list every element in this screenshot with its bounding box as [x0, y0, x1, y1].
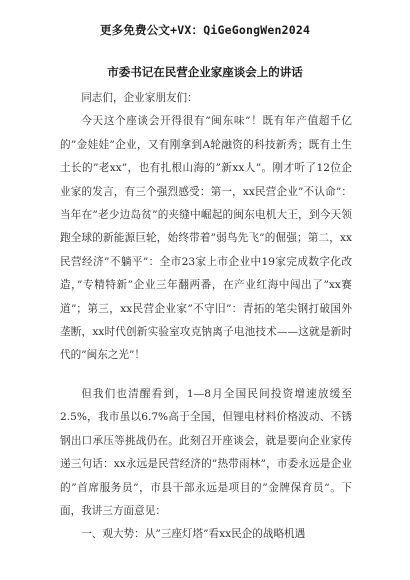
document-title: 市委书记在民营企业家座谈会上的讲话 — [107, 65, 303, 79]
document-body — [60, 87, 352, 547]
salutation: 同志们，企业家朋友们： — [81, 92, 198, 104]
section-heading-one: 一、观大势：从”三座灯塔”看xx民企的战略机遇 — [81, 528, 306, 541]
paragraph-gap — [60, 368, 352, 383]
promo-banner: 更多免费公文+VX：QiGeGongWen2024 — [99, 23, 311, 37]
paragraph-challenges: 但我们也清醒看到，1—8月全国民间投资增速放缓至2.5%，我市虽以6.7%高于全国，但锂电材料价格波动、不锈钢出口承压等挑战仍在。此刻召开座谈会，就是要向企业家传递三句话：xx永远是民营经济的”热带雨林”，市委永远是企业的”首席服务员”，市县干部永远是项目的”金牌保育员”。下面，我讲三方面意见： — [60, 387, 352, 517]
paragraph-opening: 今天这个座谈会开得很有”闽东味”！既有年产值超千亿的”金娃娃”企业，又有刚拿到A轮融资的科技新秀；既有土生土长的”老xx”，也有扎根山海的”新xx人”。刚才听了12位企业家的发言，有三个强烈感受：第一，xx民营企业”不认命”：当年在”老少边岛贫”的夹缝中崛起的闽东电机大王，到今天领跑全球的新能源巨轮，始终带着”弱鸟先飞”的倔强；第二，xx民营经济”不躺平”：全市23家上市企业中19家完成数字化改造，”专精特新”企业三年翻两番，在产业红海中闯出了”xx赛道”；第三，xx民营企业家”不守旧”：青拓的笔尖钢打破国外垄断，xx时代创新实验室攻克钠离子电池技术——这就是新时代的”闽东之光”！ — [60, 115, 352, 362]
